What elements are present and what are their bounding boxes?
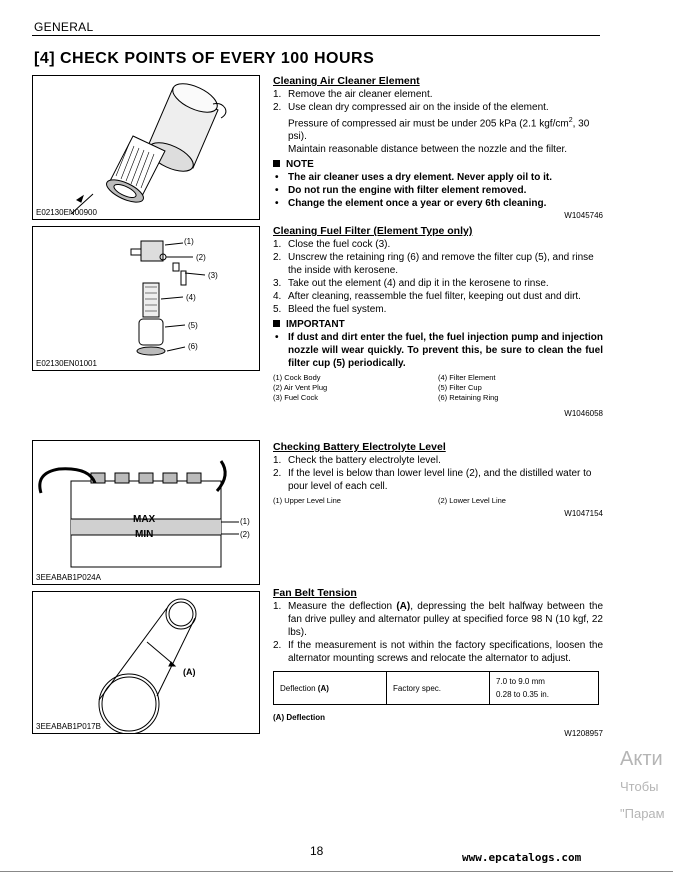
step: 5. Bleed the fuel system. [273,304,387,315]
step: 1. Remove the air cleaner element. [273,89,433,100]
section-heading: Cleaning Fuel Filter (Element Type only) [273,225,473,237]
ref-code: W1045746 [564,211,603,221]
note-heading: NOTE [273,158,603,171]
callout-5: (5) [188,321,198,330]
parts-legend: (1) Upper Level Line (2) Lower Level Line [273,496,506,505]
spec-type: Factory spec. [387,672,490,705]
step: 4. After cleaning, reassemble the fuel filter, keeping out dust and dirt. [273,291,581,302]
section-battery [273,441,603,520]
page-title: [4] CHECK POINTS OF EVERY 100 HOURS [34,50,375,67]
figure-code: 3EEABAB1P024A [36,573,101,582]
callout-a: (A) [183,667,196,677]
figure-code: E02130EN01001 [36,359,97,368]
section-header: GENERAL [34,20,94,34]
figure-code: E02130EN00900 [36,208,97,217]
callout-3: (3) [208,271,218,280]
section-fuel-filter [273,225,603,420]
figure-fuel-filter [32,226,260,371]
figure-code: 3EEABAB1P017B [36,722,101,731]
note-bullet: • Do not run the engine with filter element removed. [273,184,603,197]
note-square-icon [273,160,280,167]
step: 1. Close the fuel cock (3). [273,239,391,250]
callout-2: (2) [240,530,250,539]
important-heading: IMPORTANT [273,318,603,331]
callout-1: (1) [240,517,250,526]
parts-legend: (1) Cock Body (4) Filter Element (2) Air Vent Plug (5) Filter Cup (3) Fuel Cock (6) Retaining Ring [273,373,499,402]
section-air-cleaner [273,75,603,222]
page-number: 18 [310,844,324,858]
callout-1: (1) [184,237,194,246]
battery-drawing [33,441,259,584]
fuel-filter-drawing [33,227,259,370]
important-bullet: • If dust and dirt enter the fuel, the fuel injection pump and injection nozzle will wear quickly. To prevent this, be sure to clean the fuel filter cup (5) periodically. [273,331,603,370]
fan-belt-drawing [33,592,259,733]
callout-2: (2) [196,253,206,262]
spec-table [273,671,599,705]
ref-code: W1047154 [564,509,603,518]
footnote: (A) Deflection [273,713,325,722]
activation-overlay-text: "Парам [620,806,665,821]
figure-fan-belt [32,591,260,734]
min-label: MIN [135,529,154,540]
activation-overlay-text: Чтобы [620,779,659,794]
note-bullet: • Change the element once a year or every 6th cleaning. [273,197,603,210]
step: 2. If the level is below than lower level line (2), and the distilled water to pour level of each cell. [273,468,592,492]
ref-code: W1208957 [564,729,603,738]
section-heading: Checking Battery Electrolyte Level [273,441,446,453]
air-cleaner-drawing [33,76,259,219]
figure-battery [32,440,260,585]
step: 2. Unscrew the retaining ring (6) and remove the filter cup (5), and rinse the inside with kerosene. [273,252,594,276]
spec-value: 7.0 to 9.0 mm 0.28 to 0.35 in. [490,672,599,705]
bottom-rule [0,871,673,872]
section-heading: Fan Belt Tension [273,587,357,599]
step: 1. Measure the deflection (A), depressing the belt halfway between the fan drive pulley and alternator pulley at specified force 98 N (10 kgf, 22 lbs). [273,601,604,638]
max-label: MAX [133,514,156,525]
ref-code: W1046058 [564,409,603,418]
site-watermark: www.epcatalogs.com [462,851,582,864]
step: 2. If the measurement is not within the factory specifications, loosen the alternator mounting screws and relocate the alternator to adjust. [273,640,603,664]
step: 1. Check the battery electrolyte level. [273,455,441,466]
important-square-icon [273,320,280,327]
step: 2. Use clean dry compressed air on the inside of the element. Pressure of compressed air must be under 205 kPa (2.1 kgf/$cm^2$, 30 psi). Maintain reasonable distance between the nozzle and the filter. [273,102,590,156]
section-fan-belt [273,587,603,740]
section-heading: Cleaning Air Cleaner Element [273,75,420,87]
activation-overlay-title: Акти [620,748,663,770]
note-bullet: • The air cleaner uses a dry element. Never apply oil to it. [273,171,603,184]
callout-4: (4) [186,293,196,302]
spec-label: Deflection (A) [274,672,387,705]
step: 3. Take out the element (4) and dip it in the kerosene to rinse. [273,278,549,289]
header-rule [32,35,600,36]
figure-air-cleaner [32,75,260,220]
callout-6: (6) [188,342,198,351]
